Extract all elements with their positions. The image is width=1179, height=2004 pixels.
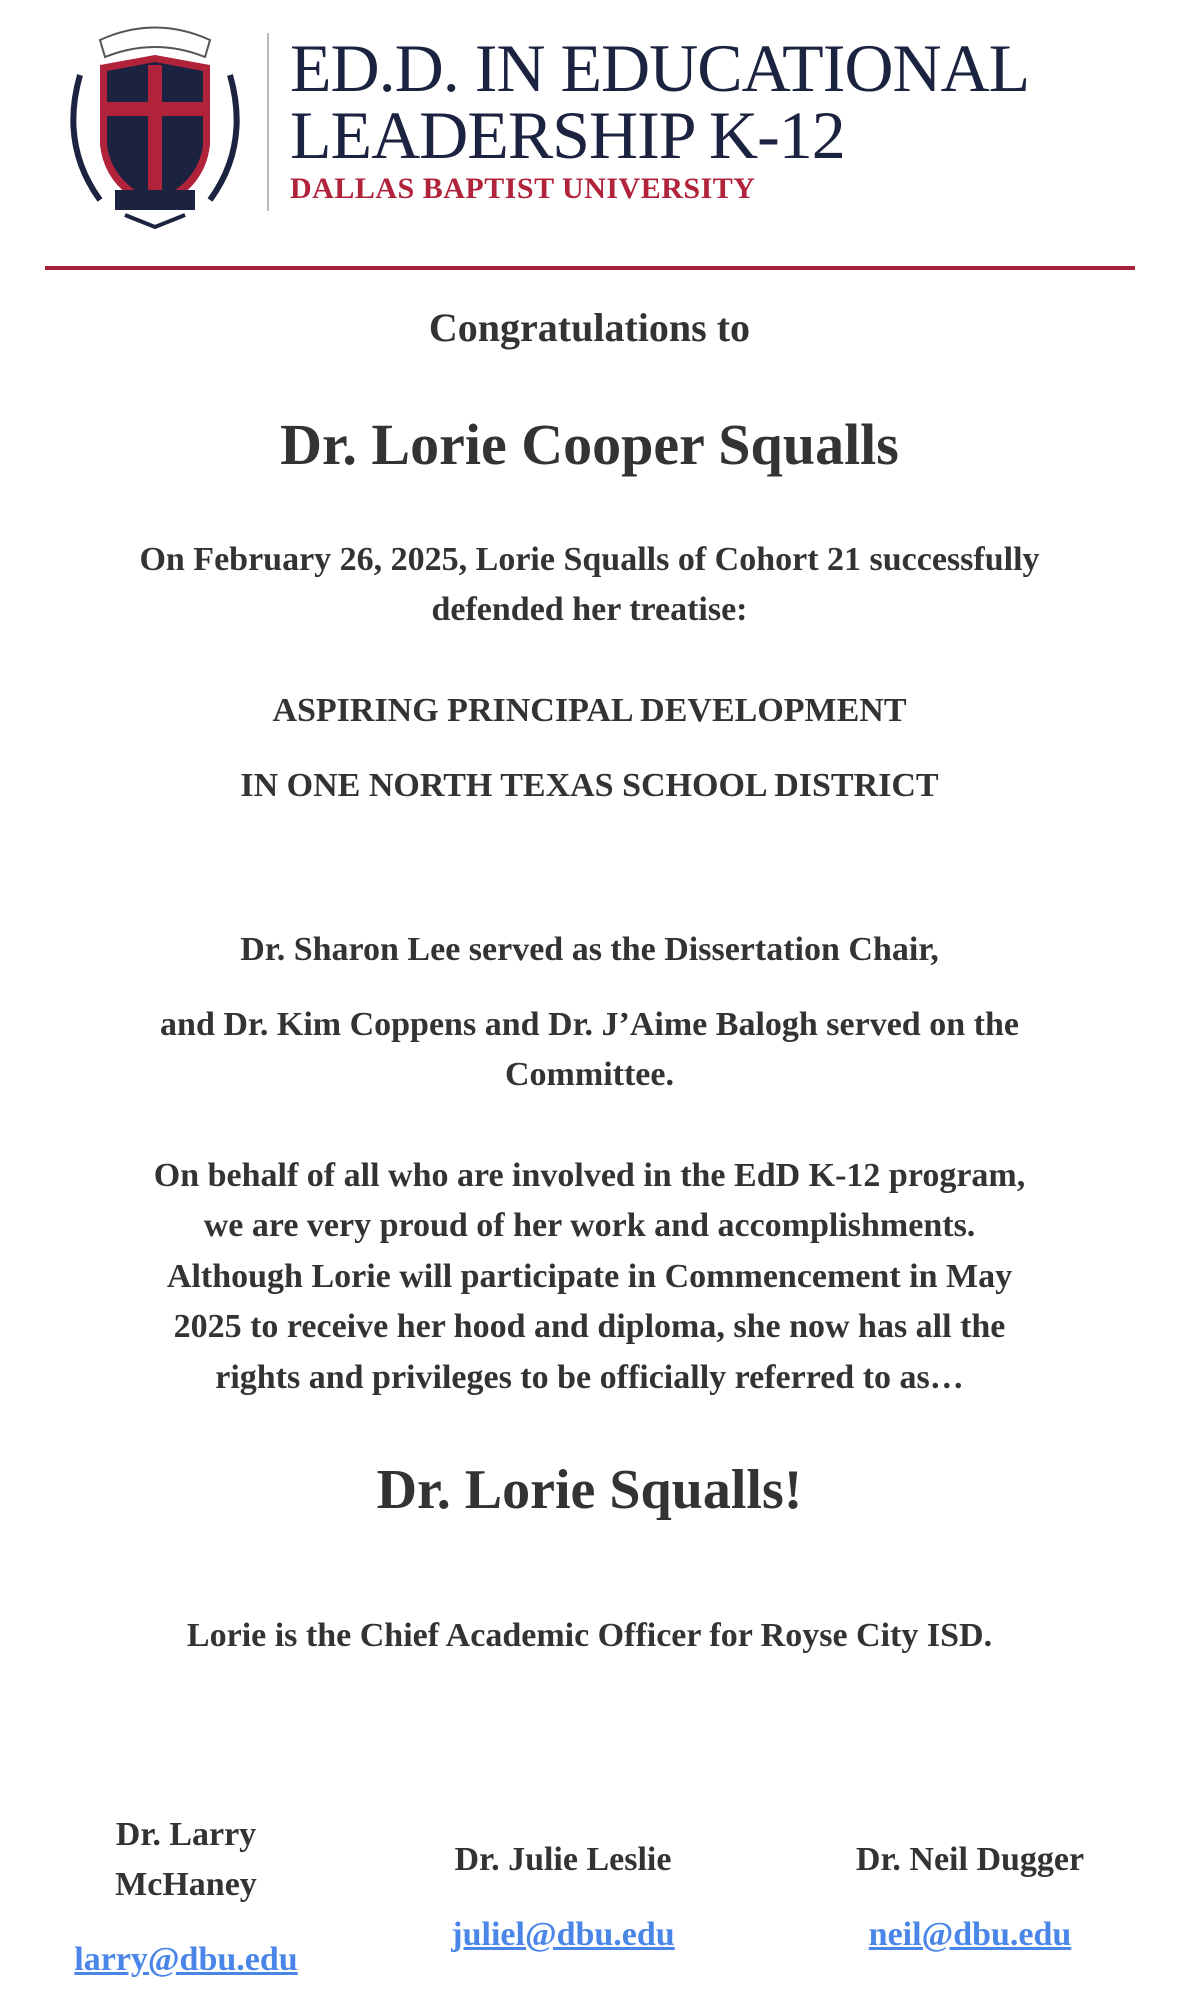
closing-line: 2025 to receive her hood and diploma, she now has all the [173,1308,1006,1345]
greeting: Congratulations to [428,305,751,350]
contact-name: Dr. Neil Dugger [855,1841,1085,1878]
contact-email-link[interactable]: larry@dbu.edu [74,1941,298,1978]
treatise-title-line-1: ASPIRING PRINCIPAL DEVELOPMENT [272,692,907,729]
closing-line: rights and privileges to be officially referred to as… [215,1359,964,1396]
university-name: DALLAS BAPTIST UNIVERSITY [290,172,756,205]
committee-line-1: and Dr. Kim Coppens and Dr. J’Aime Balogh served on the [160,1006,1019,1043]
contact-julie [398,1835,728,1960]
program-title-line1: ED.D. IN EDUCATIONAL [290,30,1030,106]
closing-line: On behalf of all who are involved in the EdD K-12 program, [153,1157,1026,1194]
contact-name: McHaney [115,1866,257,1903]
contact-email-link[interactable]: juliel@dbu.edu [451,1916,675,1953]
honoree-name: Dr. Lorie Cooper Squalls [280,412,899,477]
intro-line-1: On February 26, 2025, Lorie Squalls of Cohort 21 successfully [139,541,1040,578]
contact-name: Dr. Julie Leslie [454,1841,672,1878]
intro-line-2: defended her treatise: [431,591,748,628]
committee-line-2: Committee. [505,1056,674,1093]
chair-line: Dr. Sharon Lee served as the Dissertation Chair, [240,931,939,968]
contact-email-link[interactable]: neil@dbu.edu [868,1916,1072,1953]
treatise-title-line-2: IN ONE NORTH TEXAS SCHOOL DISTRICT [240,767,939,804]
contact-larry [21,1810,351,1985]
logo-divider [267,33,269,211]
dbu-crest-logo [55,15,255,230]
contact-name: Dr. Larry [115,1816,257,1853]
header-rule [45,266,1135,270]
new-title: Dr. Lorie Squalls! [376,1459,803,1521]
program-title-line2: LEADERSHIP K-12 [290,97,845,173]
role-line: Lorie is the Chief Academic Officer for Royse City ISD. [186,1617,993,1654]
contact-neil [805,1835,1135,1960]
closing-line: we are very proud of her work and accomplishments. [203,1207,976,1244]
closing-line: Although Lorie will participate in Commencement in May [166,1258,1013,1295]
